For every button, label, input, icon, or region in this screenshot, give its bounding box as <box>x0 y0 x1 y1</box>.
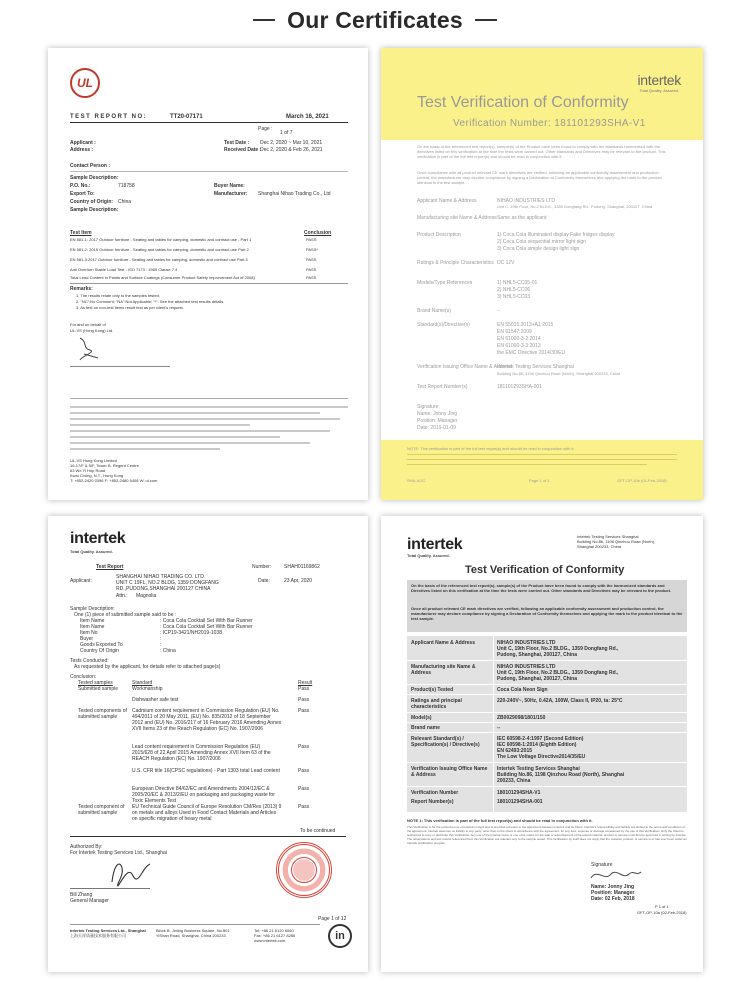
certificate-verification-neon[interactable] <box>381 516 703 972</box>
attn-value: Magnolia <box>136 593 157 599</box>
authorized-label: Authorized By: <box>70 844 103 850</box>
sample-field-value: : Coca Cola Cocktail Set With Bar Runner <box>160 624 253 630</box>
address-label: Address : <box>70 147 94 153</box>
tests-conducted-label: Tests Conducted: <box>70 658 109 664</box>
row-result: Pass <box>298 768 310 774</box>
field-value: EN 61000-3-2:2014 <box>497 336 541 342</box>
row-standard: Lead content requirement in Commission Regulation (EU) 2015/628 of 22 April 2015 Amending Annex XVII Item 63 of the REACH Regulation (EC) No. 1907/2006 <box>132 744 271 762</box>
row-result: Pass <box>298 786 310 792</box>
fineprint-line <box>70 412 320 414</box>
authorized-for: For Intertek Testing Services Ltd., Shanghai <box>70 850 167 856</box>
table-row-divider <box>407 762 687 763</box>
official-seal-center-icon <box>291 857 317 883</box>
report-no-value: TT20-07171 <box>170 114 203 120</box>
test-row-1-item: EN 581-1: 2017 Outdoor furniture - Seating and tables for camping, domestic and contract use - Part 1 <box>70 237 252 242</box>
remark-1: 1. The results relate only to the samples tested. <box>76 293 160 298</box>
field-value: 200233, China <box>497 778 531 784</box>
field-value: 2) NHL5-CC06 <box>497 287 531 293</box>
row-sample: Tested component of submitted sample <box>78 804 125 816</box>
field-label: Manufacturing site Name & Address <box>417 215 497 221</box>
remark-3: 3. As test on non-test items result test as per client's request. <box>76 305 184 310</box>
test-row-2-result: PASS* <box>306 247 318 252</box>
field-value: IEC 60598-2-4:1997 (Second Edition) <box>497 736 584 742</box>
table-row-divider <box>407 722 687 723</box>
verification-number-label: Verification Number: <box>453 118 552 129</box>
page-marker: P 1 of 1 <box>655 904 669 909</box>
divider <box>70 122 348 123</box>
page-title: Our Certificates <box>287 6 463 33</box>
signer-title: General Manager <box>70 898 109 904</box>
verification-number-row <box>453 118 646 129</box>
report-title: Test Report <box>96 564 124 570</box>
po-value: 718758 <box>118 183 135 189</box>
test-row-3-item: EN 581-3:2017 Outdoor furniture - Seating and tables for camping, domestic and contract use Part 3 <box>70 257 248 262</box>
field-value: EN 62493:2015 <box>497 748 533 754</box>
table-row-divider <box>407 786 687 787</box>
test-date-label: Test Date : <box>224 140 250 146</box>
footer-city: Kwai Chung, N.T., Hong Kong <box>70 473 124 478</box>
fineprint-line <box>70 430 330 432</box>
field-label: Applicant Name & Address <box>417 198 477 204</box>
office-line-3: Shanghai 200233, China <box>577 544 622 549</box>
fineprint-line <box>70 418 340 420</box>
field-label: Product(s) Tested <box>411 687 454 693</box>
sample-field-value: : ICP19-3421/NH2019-1038 <box>160 630 222 636</box>
field-label: Ratings & Principle Characteristics <box>417 260 494 266</box>
page-value: 1 of 7 <box>280 130 293 136</box>
conclusion-label: Conclusion: <box>70 674 97 680</box>
sample-field-value: : China <box>160 648 176 654</box>
origin-value: China <box>118 199 132 205</box>
verification-title: Test Verification of Conformity <box>465 564 625 576</box>
fineprint-line <box>407 454 677 455</box>
signer-name: Name: Jonny Jing <box>591 884 635 890</box>
divider <box>70 836 346 837</box>
number-label: Number: <box>252 564 272 570</box>
test-row-5-result: PASS <box>306 275 317 280</box>
field-value: NIHAO INDUSTRIES LTD <box>497 640 556 646</box>
col-tested-samples: Tested samples <box>78 680 113 686</box>
intertek-mark-icon: in <box>328 924 352 948</box>
received-date-label: Received Date : <box>224 147 262 153</box>
row-standard: Dishwasher safe test <box>132 697 179 703</box>
fineprint-line <box>70 424 250 426</box>
row-standard: Cadmium content requirement in Commission Regulation (EU) No. 494/2011 of 20 May 2011, (EU) No. 835/2012 of 18 September 2012 and (EU) No. 2016/217 of 16 February 2016 Amending Annex XVII Items 23 of the Reach Regulation (EC) No. 1907/2006 <box>132 708 282 732</box>
sample-desc2-label: Sample Description: <box>70 207 119 213</box>
intertek-logo: intertek <box>407 536 463 553</box>
test-row-5-item: Total Lead Content in Paints and Surface Coatings (Consumer Product Safety Improvement Act of 2008) <box>70 275 255 280</box>
signature-icon <box>106 854 156 890</box>
field-label: Relevant Standard(s) / Specification(s) / Directive(s) <box>411 736 480 748</box>
signature-line <box>70 366 170 367</box>
sample-field-value: : <box>160 636 162 642</box>
date-value: 23 Apr, 2020 <box>284 578 313 584</box>
field-label: Report Number(s) <box>411 799 454 805</box>
ul-logo-icon: UL <box>70 68 100 98</box>
sample-field-label: Item Name <box>80 624 105 630</box>
field-value: EN 61000-3-3:2013 <box>497 343 541 349</box>
header-dash-right <box>475 19 497 21</box>
footer-address: 16-17/F & 5/F, Tower B, Regent Centre <box>70 463 139 468</box>
sample-field-label: Item Name <box>80 618 105 624</box>
footer-phone: Tel: +86 21 6120 6060 <box>254 928 294 933</box>
fineprint-line <box>70 436 280 438</box>
test-item-header: Test Item <box>70 230 92 236</box>
divider <box>70 924 320 925</box>
fineprint-line <box>70 406 348 408</box>
row-standard: Workmanship <box>132 686 163 692</box>
field-value: IEC 60598-1:2014 (Eighth Edition) <box>497 742 577 748</box>
field-value: 181101293SHA-001 <box>497 384 542 390</box>
field-label: Test Report Number(s) <box>417 384 468 390</box>
verification-number-value: 181101293SHA-V1 <box>554 118 646 129</box>
manufacturer-value: Shanghai Nihao Trading Co., Ltd <box>258 191 331 197</box>
ce-mark-text: Once all product relevant CE mark directives are verified, following an applicable conformity assessment and production control, the manufacturer may declare compliance by signing a Declaration of Conformity themselves and applying the mark to the product identical to the test sample. <box>411 606 683 621</box>
field-value: -- <box>497 308 501 314</box>
col-result: Result <box>298 680 313 686</box>
footer-phone: T: +852-2420 0396 F: +852-2480 5408 W: ul.com <box>70 478 158 483</box>
field-value: 180101294SHA-V1 <box>497 790 541 796</box>
field-value: 3) Coca Cola simple design light sign <box>497 246 580 252</box>
applicant-line-1: SHANGHAI NIHAO TRADING CO. LTD. <box>116 574 206 580</box>
signature-label: Signature <box>417 404 439 410</box>
field-label: Model(s) <box>411 715 432 721</box>
for-behalf-label: For and on behalf of <box>70 322 106 327</box>
number-value: SHAH01169862 <box>284 564 320 570</box>
sample-desc-intro: One (1) piece of submitted sample said to be : <box>74 612 177 618</box>
sample-desc-label: Sample Description: <box>70 606 115 612</box>
fineprint-line <box>407 459 677 460</box>
row-standard: European Directive 84/62/EC and Amendments 2004/12/EC & 2005/20/EC & 2013/2/EU on packaging and packaging waste for Toxic Elements Test <box>132 786 275 804</box>
export-label: Export To: <box>70 191 95 197</box>
footer-address: Block B, Jinling Business Square, No.801 YiShan Road, Shanghai, China 200233 <box>156 928 230 938</box>
test-row-4-item: Anti Overturn Stable Load Test - ISO 7173 : 1989 Clause 7.4 <box>70 267 178 272</box>
conclusion-header: Conclusion <box>304 230 332 236</box>
tests-conducted-value: As requested by the applicant, for details refer to attached page(s) <box>74 664 221 670</box>
field-value: Same as the applicant <box>497 215 547 221</box>
field-value: Pudong, Shanghai, 200127, China <box>497 652 578 658</box>
field-value: NIHAO INDUSTRIES LTD <box>497 198 555 204</box>
manufacturer-label: Manufacturer: <box>214 191 248 197</box>
buyer-label: Buyer Name: <box>214 183 245 189</box>
certificate-intertek-test-report[interactable] <box>48 516 368 972</box>
field-label: Models/Type References <box>417 280 473 286</box>
to-be-continued: To be continued <box>300 828 336 834</box>
field-value: 1) Coca Cola Illuminated display Fake fridges display <box>497 232 615 238</box>
footer-company: Intertek Testing Services Ltd., Shanghai <box>70 928 146 933</box>
signer-position: Position: Manager <box>591 890 635 896</box>
row-standard: U.S. CFR title 16(CPSC regulations) - Part 1303 total Lead content <box>132 768 280 774</box>
signed-date: Date: 02 Feb, 2018 <box>591 896 635 902</box>
field-value: 180101294SHA-001 <box>497 799 543 805</box>
fineprint-line <box>407 464 647 465</box>
field-value: Unit C, 19th Floor, No.2 BLDG., 1359 Dongfang Rd., Pudong, Shanghai, 200127, China <box>497 204 653 209</box>
field-value: Unit C, 19th Floor, No.2 BLDG., 1359 Dongfang Rd., <box>497 670 619 676</box>
for-behalf-company: UL-VS (Hong Kong) Ltd. <box>70 328 114 333</box>
row-result: Pass <box>298 804 310 810</box>
date-label: Date: <box>258 578 270 584</box>
signer-name: Bill Zhang <box>70 892 93 898</box>
field-value: NIHAO INDUSTRIES LTD <box>497 664 556 670</box>
signer-position: Position: Manager <box>417 418 458 424</box>
test-row-3-result: PASS <box>306 257 317 262</box>
row-standard: EU Technical Guide Council of Europe Resolution CM/Res (2013) 9 on metals and alloys Used in Food Contact Materials and Articles on specific migration of heavy metal <box>132 804 282 822</box>
field-value: ZB0029098/1801/150 <box>497 715 546 721</box>
footer-address2: 63 Wo Yi Hop Road <box>70 468 106 473</box>
certificate-ul-test-report[interactable] <box>48 48 368 500</box>
field-value: Pudong, Shanghai, 200127, China <box>497 676 578 682</box>
contact-label: Contact Person : <box>70 163 111 169</box>
origin-label: Country of Origin: <box>70 199 114 205</box>
divider <box>70 283 348 284</box>
field-label: Standard(s)/Directive(s) <box>417 322 470 328</box>
verification-title: Test Verification of Conformity <box>417 94 629 111</box>
footer-fax: Fax: +86 21 6127 8286 <box>254 933 296 938</box>
applicant-line-2: UNIT C 19FL, NO.2 BLDG, 1359 DONGFANG <box>116 580 219 586</box>
signer-name: Name: Jonny Jing <box>417 411 458 417</box>
field-label: Manufacturing site Name & Address <box>411 664 476 676</box>
header-dash-left <box>253 19 275 21</box>
signature-label: Signature <box>591 862 613 868</box>
office-line-2: Building No.86, 1198 Qinzhou Road (North), <box>577 539 656 544</box>
report-no-label: TEST REPORT NO: <box>70 114 148 120</box>
col-standard: Standard <box>132 680 153 686</box>
field-value: Building No.86, 1198 Qinzhou Road (North), Shanghai <box>497 772 625 778</box>
signed-date: Date: 2019-01-09 <box>417 425 456 431</box>
sample-field-label: Item No <box>80 630 98 636</box>
field-label: Verification Number <box>411 790 459 796</box>
applicant-line-3: RD.,PUDONG,SHANGHAI 200127 CHINA <box>116 586 211 592</box>
field-value: 3) NHL5-CC03 <box>497 294 531 300</box>
intertek-logo: intertek <box>70 530 126 547</box>
signature-line <box>70 888 150 889</box>
test-date-value: Dec 2, 2020 ~ Mar 10, 2021 <box>260 140 323 146</box>
sample-field-value: : <box>160 642 162 648</box>
footer-note: NOTE: This verification is part of the full test report(s) and should be read in conjunction with it. <box>407 446 575 451</box>
intro-text: On the basis of the referenced test report(s), sample(s) of the Product have been found to comply with the standards harmonised with the directives listed on this verification at the time the tests were carried out. Other standards and Directives may be relevant to the product. This verification is part of the full test report(s) and should be read in conjunction with it. <box>417 144 666 159</box>
field-value: Unit C, 19th Floor, No.2 BLDG., 1359 Dongfang Rd., <box>497 646 619 652</box>
row-result: Pass <box>298 686 310 692</box>
table-row-divider <box>407 732 687 733</box>
field-label: Ratings and principal characteristics <box>411 698 462 710</box>
field-value: Coca Cola Neon Sign <box>497 687 548 693</box>
field-label: Brand Name(s) <box>417 308 451 314</box>
signature-icon <box>587 866 643 884</box>
sample-desc-label: Sample Description: <box>70 175 119 181</box>
attn-label: Attn.: <box>116 593 128 599</box>
template-marker: SHA-VOC <box>407 478 426 483</box>
page-marker: Page 1 of 1 <box>529 478 550 483</box>
page-header <box>0 0 750 40</box>
page-label: Page : <box>258 126 273 132</box>
code-marker: GFT-OP-10a (02-Feb-2018) <box>637 910 687 915</box>
field-value: DC 12V <box>497 260 515 266</box>
field-value: 220-240V~, 50Hz, 0.42A, 100W, Class II, IP20, ta: 25°C <box>497 698 623 704</box>
row-result: Pass <box>298 708 310 714</box>
divider <box>70 398 348 399</box>
remark-2: 2. "NC":No Comment; "NA":Not Applicable; "*": See the attached test results details. <box>76 299 225 304</box>
table-row-divider <box>407 660 687 661</box>
row-result: Pass <box>298 697 310 703</box>
field-label: Verification Issuing Office Name & Address <box>411 766 488 778</box>
sample-field-label: Country Of Origin <box>80 648 119 654</box>
field-label: Product Description <box>417 232 461 238</box>
divider <box>70 171 348 172</box>
table-row-divider <box>407 712 687 713</box>
brand-tagline: Total Quality. Assured. <box>70 549 113 554</box>
note-text: NOTE 1: This verification is part of the full test report(s) and should be read in conjunction with it. <box>407 818 593 823</box>
field-value: Intertek Testing Services Shanghai <box>497 364 574 370</box>
ce-mark-text: Once compliance with all product relevant CE mark directives are verified, following an applicable conformity assessment and production control, the manufacturer may declare compliance by signing a Declaration of Conformity themselves and applying the mark to the product identical to the test sample. <box>417 170 662 185</box>
ul-signature-icon <box>76 334 102 362</box>
field-value: the EMC Directive 2014/30/EU <box>497 350 566 356</box>
disclaimer-text: This Verification is for the exclusive use of Intertek's Client and is provided pursuant to the agreement between Intertek and its Client. Intertek's responsibility and liability are limited to the terms and conditions of the agreement. Intertek assumes no liability to any party, other than to the Client in accordance with the agreement, for any loss, expense or damage occasioned by the use of this Verification. Only the Client is authorized to copy or distribute this Verification. Any use of the Intertek name or one of its marks for the sale or advertisement of the tested material, product or service must first be approved in writing by Intertek. The observations and test results referenced from this Verification are relevant only to the sample tested. This Verification by itself does not imply that the material, product, or service is or has ever been under an Intertek certification program. <box>407 825 687 845</box>
sample-field-label: Buyer <box>80 636 94 642</box>
field-value: 2) Coca Cola sequential mirror light sign <box>497 239 586 245</box>
table-row-divider <box>407 684 687 685</box>
row-result: Pass <box>298 744 310 750</box>
field-value: EN 61547:2009 <box>497 329 532 335</box>
intro-text: On the basis of the referenced test report(s), sample(s) of the Product have been found to comply with the harmonized standards and Directives listed on this verification at the time the tests were carried out. Other standards and Directives may be relevant to the product. <box>411 583 672 593</box>
test-row-1-result: PASS <box>306 237 317 242</box>
field-value: -- <box>497 725 501 731</box>
fineprint-line <box>70 442 310 444</box>
test-row-4-result: PASS <box>306 267 317 272</box>
field-label: Brand name <box>411 725 440 731</box>
footer-company: UL-VS Hong Kong Limited <box>70 458 117 463</box>
brand-tagline: Total Quality. Assured. <box>639 88 679 93</box>
field-value: 1) NHL5-CC05-01 <box>497 280 538 286</box>
fineprint-line <box>70 448 220 450</box>
row-sample: Tested components of submitted sample <box>78 708 127 720</box>
certificate-verification-yellow[interactable] <box>381 48 703 500</box>
field-value: Building No.86, 1198 Qinzhou Road (North), Shanghai 200233, China <box>497 371 621 376</box>
field-value: The Low Voltage Directive2014/35/EU <box>497 754 586 760</box>
test-row-2-item: EN 581-2: 2015 Outdoor furniture - Seating and tables for camping, domestic and contract use Part 2 <box>70 247 249 252</box>
table-row-divider <box>407 694 687 695</box>
field-value: EN 55015:2013+A1:2015 <box>497 322 554 328</box>
intertek-logo: intertek <box>637 72 681 88</box>
field-label: Verification Issuing Office Name & Address <box>417 364 512 370</box>
code-marker: GFT-OP-10b (01-Feb-2018) <box>617 478 667 483</box>
field-label: Applicant Name & Address <box>411 640 475 646</box>
remarks-label: Remarks: <box>70 286 93 292</box>
page-number: Page 1 of 12 <box>318 916 347 922</box>
po-label: P.O. No.: <box>70 183 91 189</box>
applicant-label: Applicant: <box>70 578 92 584</box>
received-date-value: Dec 2, 2020 & Feb 26, 2021 <box>260 147 323 153</box>
sample-field-value: : Coca Cola Cocktail Set With Bar Runner <box>160 618 253 624</box>
brand-tagline: Total Quality. Assured. <box>407 553 450 558</box>
applicant-label: Applicant : <box>70 140 96 146</box>
office-line-1: Intertek Testing Services Shanghai <box>577 534 639 539</box>
row-sample: Submitted sample <box>78 686 119 692</box>
footer-web: www.intertek.com <box>254 938 286 943</box>
sample-field-label: Goods Exported To <box>80 642 123 648</box>
field-value: Intertek Testing Services Shanghai <box>497 766 580 772</box>
footer-company-cn: 上海天祥质量技术服务有限公司 <box>70 933 126 938</box>
report-date: March 16, 2021 <box>286 114 329 120</box>
